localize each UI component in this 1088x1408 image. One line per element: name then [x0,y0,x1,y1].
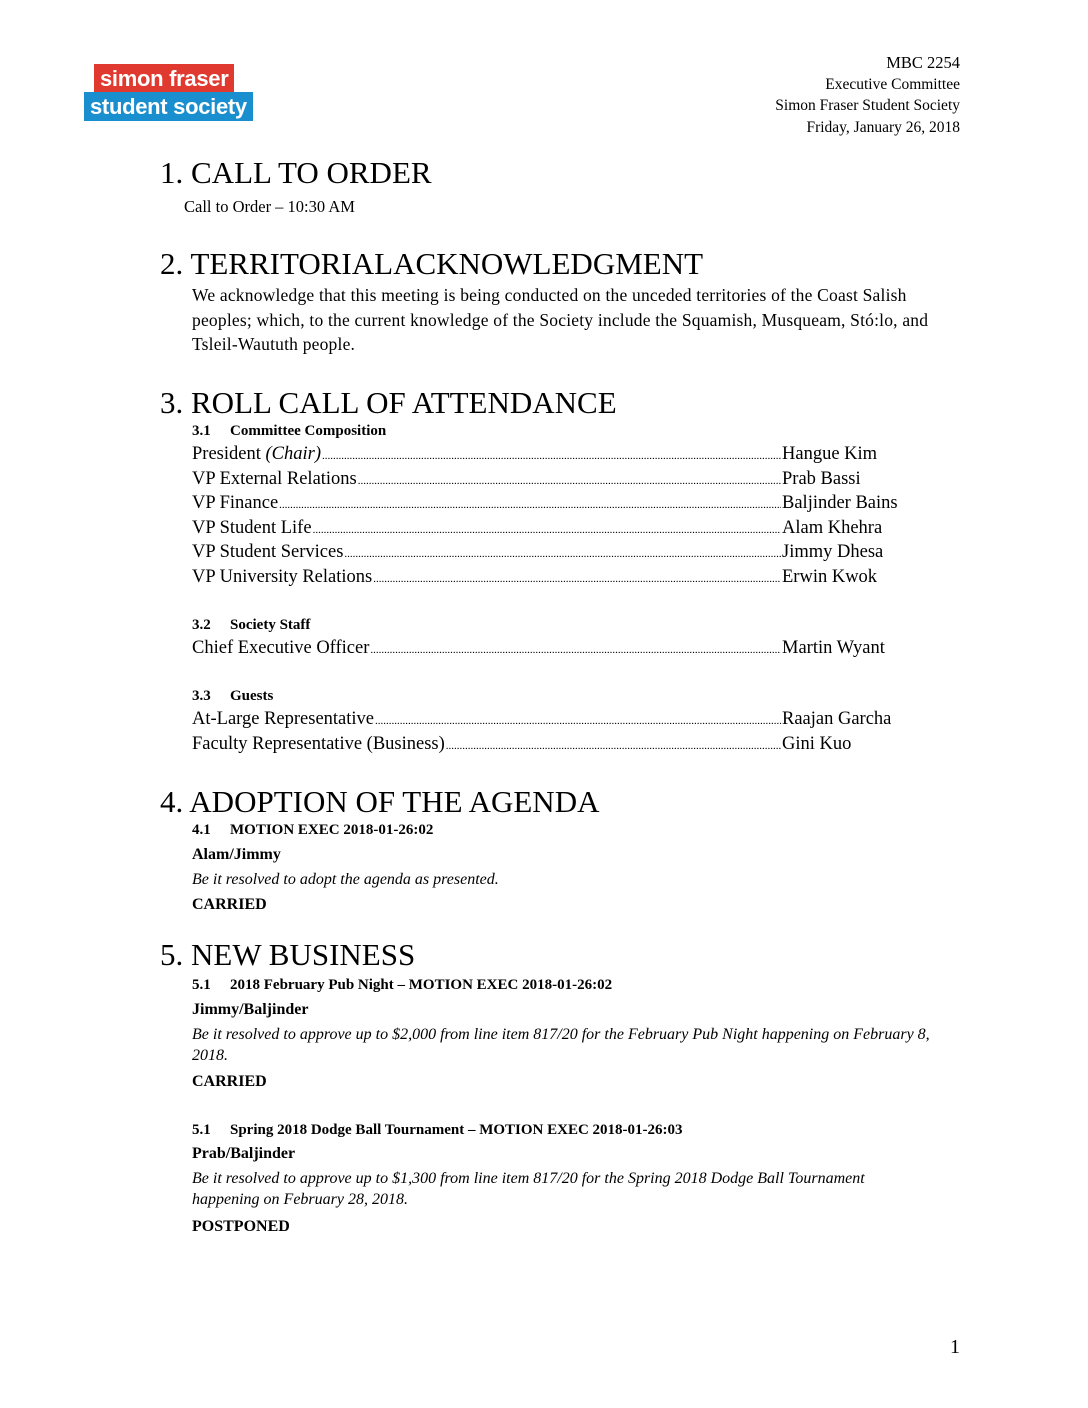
attendance-row: Chief Executive Officer ..... Martin Wyant [192,636,922,661]
subsection-3-2: 3.2 Society Staff [192,617,311,633]
logo-line-2: student society [84,92,253,121]
motion-result: CARRIED [192,896,267,913]
attendance-row: At-Large Representative ..... Raajan Garcha [192,707,922,732]
attendance-row: Faculty Representative (Business) ..... Gini Kuo [192,732,922,757]
motion-result: POSTPONED [192,1218,290,1235]
territorial-acknowledgment-text: We acknowledge that this meeting is being conducted on the unceded territories of the Coast Salish peoples; which, to the current knowledge of the Society include the Squamish, Musqueam, Stó:lo, and Tsleil-Waututh people. [192,285,929,354]
subsection-3-3: 3.3 Guests [192,688,274,704]
attendance-row: President (Chair) ..... Hangue Kim [192,442,922,467]
sfss-logo [84,64,264,122]
section-4-heading: 4. ADOPTION OF THE AGENDA [160,784,600,819]
organization-name: Simon Fraser Student Society [775,97,960,114]
motion-heading: 5.1 Spring 2018 Dodge Ball Tournament – MOTION EXEC 2018-01-26:03 [192,1122,683,1138]
motion-heading: 4.1 MOTION EXEC 2018-01-26:02 [192,822,434,838]
document-header [775,52,960,138]
attendance-row: VP Student Services ..... Jimmy Dhesa [192,540,922,565]
section-1-heading: 1. CALL TO ORDER [160,155,432,190]
motion-result: CARRIED [192,1073,267,1090]
motion-text: Be it resolved to approve up to $1,300 from line item 817/20 for the Spring 2018 Dodge Ball Tournament happening on February 28, 2018. [192,1170,865,1208]
section-5-heading: 5. NEW BUSINESS [160,937,416,972]
page-number: 1 [950,1336,960,1358]
motion-movers: Jimmy/Baljinder [192,1001,309,1018]
section-2-heading: 2. TERRITORIALACKNOWLEDGMENT [160,246,704,281]
attendance-row: VP External Relations ..... Prab Bassi [192,467,922,492]
meeting-date: Friday, January 26, 2018 [806,118,960,136]
motion-movers: Prab/Baljinder [192,1145,296,1162]
call-to-order-text: Call to Order – 10:30 AM [184,197,355,216]
meeting-reference: MBC 2254 [886,53,960,72]
attendance-row: VP Finance ..... Baljinder Bains [192,491,922,516]
attendance-row: VP University Relations ..... Erwin Kwok [192,565,922,590]
motion-heading: 5.1 2018 February Pub Night – MOTION EXEC 2018-01-26:02 [192,977,613,993]
committee-name: Executive Committee [825,75,960,93]
section-3-heading: 3. ROLL CALL OF ATTENDANCE [160,385,617,420]
motion-movers: Alam/Jimmy [192,846,281,863]
subsection-3-1: 3.1 Committee Composition [192,423,387,439]
motion-text: Be it resolved to adopt the agenda as presented. [192,871,499,888]
attendance-row: VP Student Life ..... Alam Khehra [192,516,922,541]
motion-text: Be it resolved to approve up to $2,000 from line item 817/20 for the February Pub Night happening on February 8, 2018. [192,1026,930,1064]
logo-line-1: simon fraser [94,64,234,94]
